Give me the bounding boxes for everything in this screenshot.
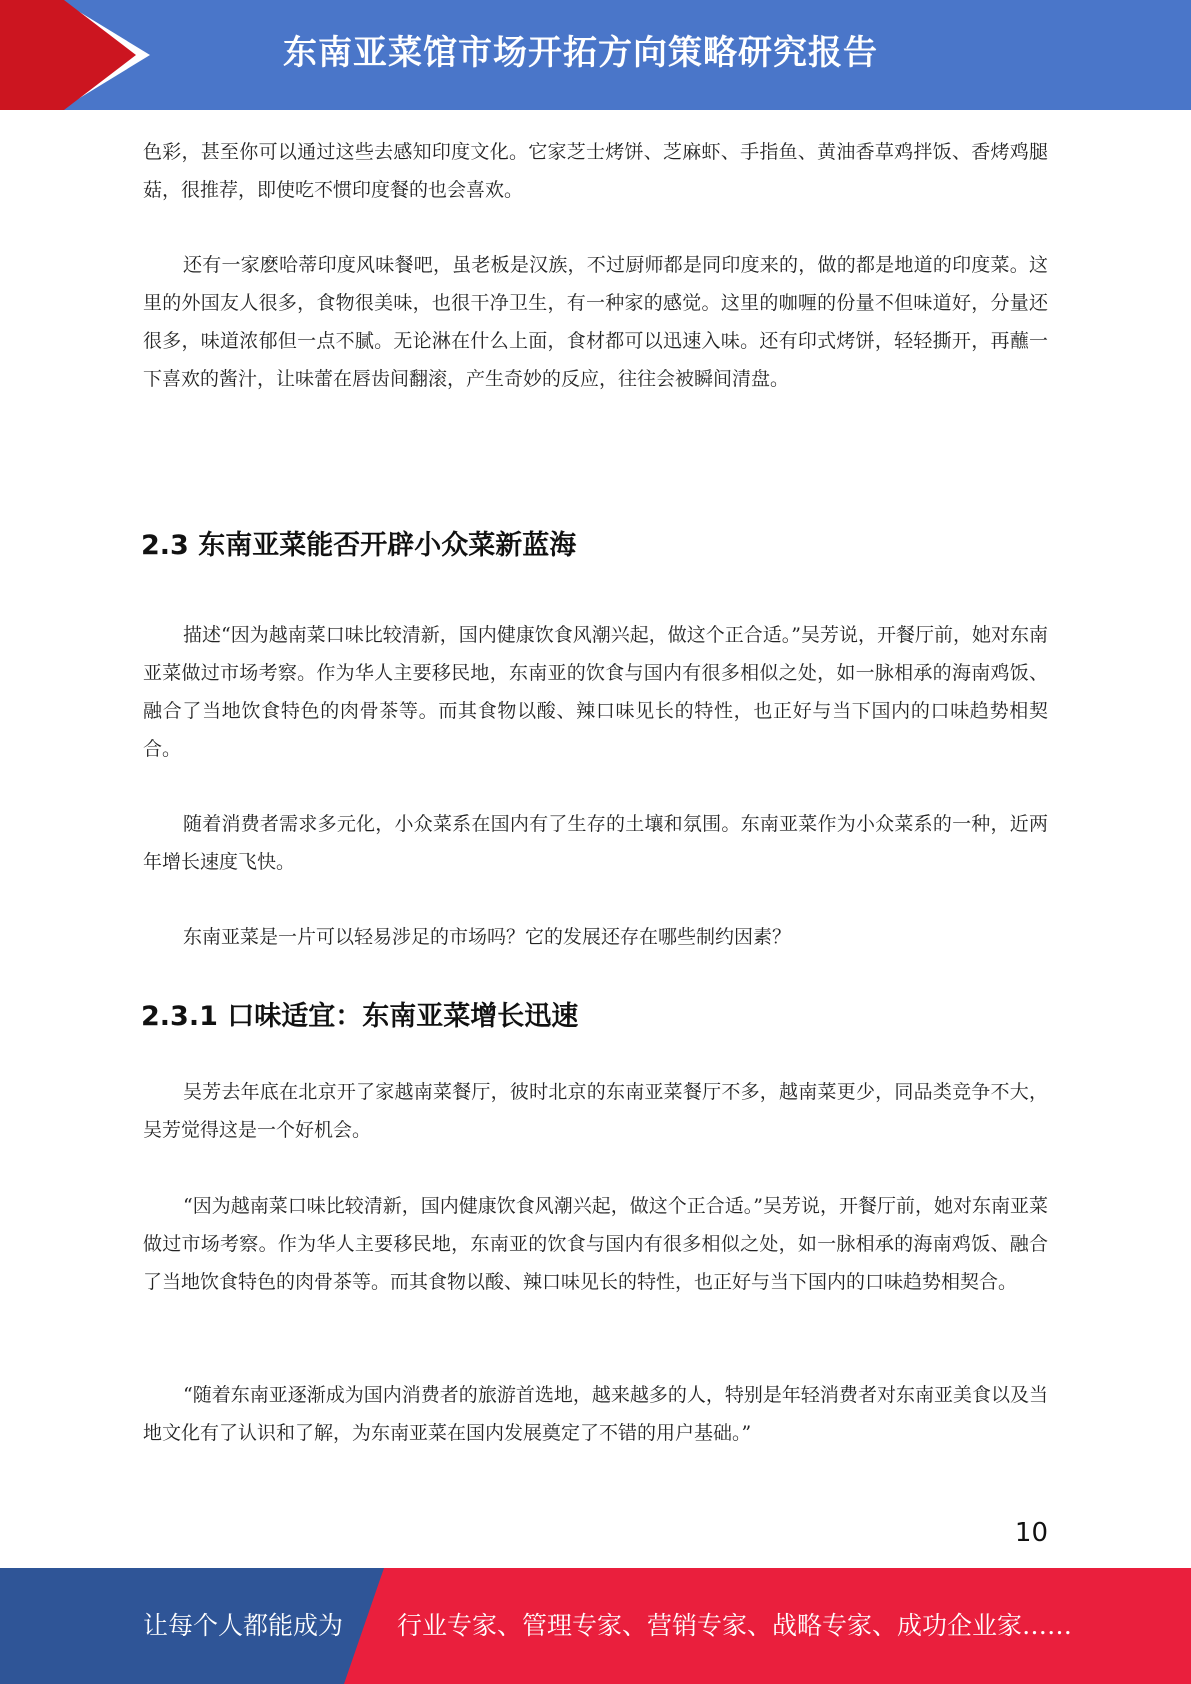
paragraph-quote-tourism: “随着东南亚逐渐成为国内消费者的旅游首选地，越来越多的人，特别是年轻消费者对东南亚美食以及当地文化有了认识和了解，为东南亚菜在国内发展奠定了不错的用户基础。” <box>143 1384 1048 1444</box>
footer-slogan-left: 让每个人都能成为 <box>143 1611 344 1640</box>
paragraph-india-restaurant: 还有一家麽哈蒂印度风味餐吧，虽老板是汉族，不过厨师都是同印度来的，做的都是地道的印度菜。这里的外国友人很多，食物很美味，也很干净卫生，有一种家的感觉。这里的咖喱的份量不但味道好，分量还很多，味道浓郁但一点不腻。无论淋在什么上面，食材都可以迅速入味。还有印式烤饼，轻轻撕开，再蘸一下喜欢的酱汁，让味蕾在唇齿间翻滚，产生奇妙的反应，往往会被瞬间清盘。 <box>143 254 1048 390</box>
paragraph-continuation: 色彩，甚至你可以通过这些去感知印度文化。它家芝士烤饼、芝麻虾、手指鱼、黄油香草鸡拌饭、香烤鸡腿菇，很推荐，即使吃不惯印度餐的也会喜欢。 <box>143 141 1048 201</box>
footer-slogan-right: 行业专家、管理专家、营销专家、战略专家、成功企业家…… <box>397 1611 1073 1640</box>
page-footer <box>0 1568 1191 1684</box>
header-arrow-decoration <box>0 0 160 110</box>
section-heading-2-3: 2.3 东南亚菜能否开辟小众菜新蓝海 <box>141 530 577 561</box>
report-title: 东南亚菜馆市场开拓方向策略研究报告 <box>283 33 878 73</box>
paragraph-quote-vietnamese: “因为越南菜口味比较清新，国内健康饮食风潮兴起，做这个正合适。”吴芳说，开餐厅前，她对东南亚菜做过市场考察。作为华人主要移民地，东南亚的饮食与国内有很多相似之处，如一脉相承的海南鸡饭、融合了当地饮食特色的肉骨茶等。而其食物以酸、辣口味见长的特性，也正好与当下国内的口味趋势相契合。 <box>143 1195 1048 1293</box>
section-heading-2-3-1: 2.3.1 口味适宜：东南亚菜增长迅速 <box>141 1001 579 1032</box>
page-number: 10 <box>1014 1518 1048 1548</box>
paragraph-consumer-demand: 随着消费者需求多元化，小众菜系在国内有了生存的土壤和氛围。东南亚菜作为小众菜系的一种，近两年增长速度飞快。 <box>143 813 1048 873</box>
page-header <box>0 0 1191 110</box>
paragraph-question: 东南亚菜是一片可以轻易涉足的市场吗？它的发展还存在哪些制约因素？ <box>183 926 792 948</box>
paragraph-wu-fang-restaurant: 吴芳去年底在北京开了家越南菜餐厅，彼时北京的东南亚菜餐厅不多，越南菜更少，同品类竞争不大，吴芳觉得这是一个好机会。 <box>143 1081 1048 1141</box>
paragraph-description: 描述“因为越南菜口味比较清新，国内健康饮食风潮兴起，做这个正合适。”吴芳说，开餐厅前，她对东南亚菜做过市场考察。作为华人主要移民地，东南亚的饮食与国内有很多相似之处，如一脉相承的海南鸡饭、融合了当地饮食特色的肉骨茶等。而其食物以酸、辣口味见长的特性，也正好与当下国内的口味趋势相契合。 <box>143 624 1048 760</box>
